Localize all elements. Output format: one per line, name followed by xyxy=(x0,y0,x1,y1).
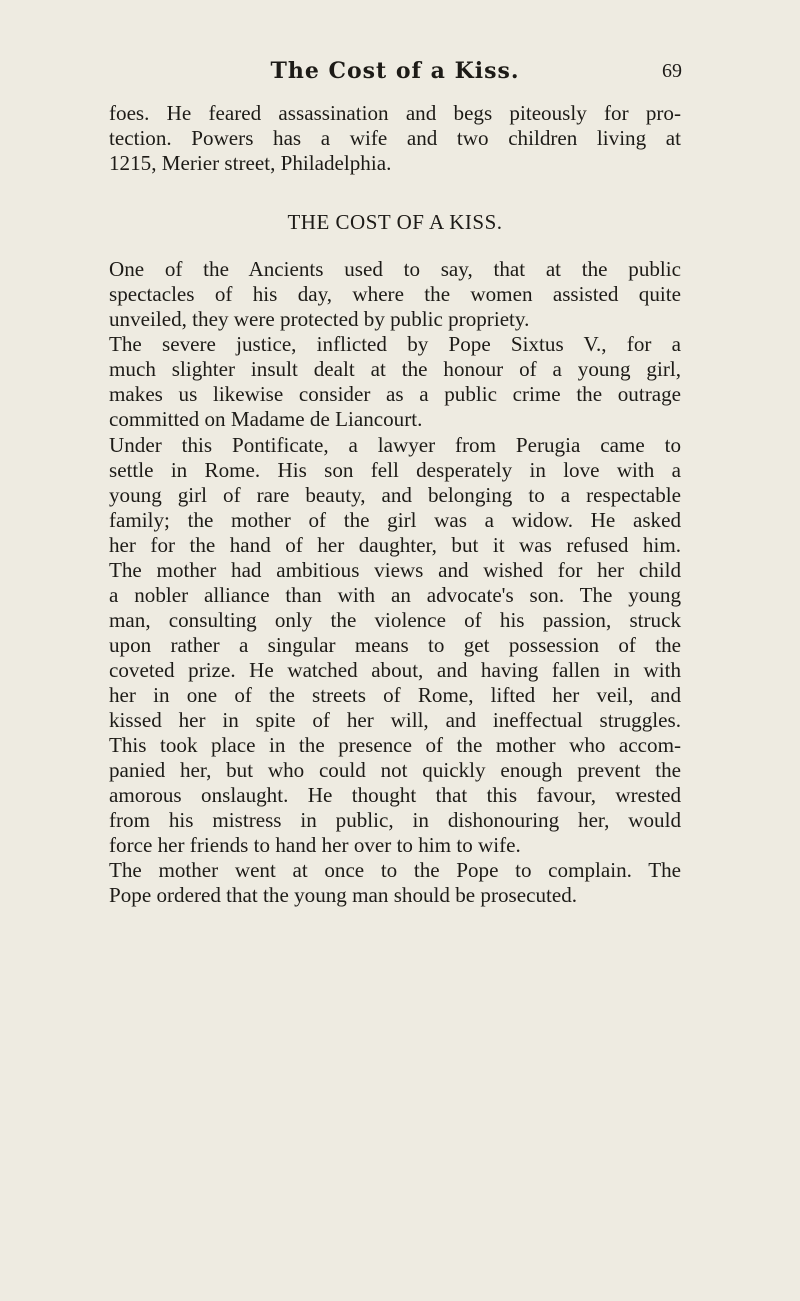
body-text xyxy=(109,101,681,908)
text-line: force her friends to hand her over to him to wife. xyxy=(109,833,521,858)
text-line: upon rather a singular means to get possession of the xyxy=(109,632,681,657)
text-line: makes us likewise consider as a public crime the outrage xyxy=(109,382,681,407)
paragraph xyxy=(109,332,681,432)
paragraph xyxy=(109,257,681,332)
text-line: Under this Pontificate, a lawyer from Perugia came to xyxy=(109,432,681,457)
text-line: This took place in the presence of the mother who accom- xyxy=(109,733,681,758)
paragraph xyxy=(109,858,681,908)
text-line: unveiled, they were protected by public propriety. xyxy=(109,307,530,332)
text-line: settle in Rome. His son fell desperately in love with a xyxy=(109,457,681,482)
text-line: amorous onslaught. He thought that this favour, wrested xyxy=(109,783,681,808)
text-line: family; the mother of the girl was a widow. He asked xyxy=(109,507,681,532)
text-line: man, consulting only the violence of his passion, struck xyxy=(109,607,681,632)
text-line: much slighter insult dealt at the honour of a young girl, xyxy=(109,357,681,382)
running-title: The Cost of a Kiss. xyxy=(270,58,520,84)
text-line: The mother went at once to the Pope to complain. The xyxy=(109,858,681,883)
text-line: foes. He feared assassination and begs piteously for pro- xyxy=(109,101,681,125)
intro-paragraph xyxy=(109,101,681,176)
text-line: The severe justice, inflicted by Pope Sixtus V., for a xyxy=(109,332,681,357)
text-line: young girl of rare beauty, and belonging to a respectable xyxy=(109,482,681,507)
text-line: tection. Powers has a wife and two children living at xyxy=(109,126,681,151)
text-line: Pope ordered that the young man should be prosecuted. xyxy=(109,883,578,908)
text-line: from his mistress in public, in dishonouring her, would xyxy=(109,808,681,833)
text-line: 1215, Merier street, Philadelphia. xyxy=(109,151,392,176)
section-title: THE COST OF A KISS. xyxy=(287,210,503,235)
running-head xyxy=(110,58,680,98)
text-line: The mother had ambitious views and wished for her child xyxy=(109,557,681,582)
text-line: committed on Madame de Liancourt. xyxy=(109,407,423,432)
text-line: her in one of the streets of Rome, lifted her veil, and xyxy=(109,682,681,707)
text-line: a nobler alliance than with an advocate's son. The young xyxy=(109,582,681,607)
text-line: One of the Ancients used to say, that at the public xyxy=(109,257,681,282)
text-line: kissed her in spite of her will, and ineffectual struggles. xyxy=(109,708,681,733)
text-line: spectacles of his day, where the women assisted quite xyxy=(109,282,681,307)
page-number: 69 xyxy=(662,60,682,82)
text-line: panied her, but who could not quickly enough prevent the xyxy=(109,758,681,783)
text-line: coveted prize. He watched about, and having fallen in with xyxy=(109,657,681,682)
paragraph xyxy=(109,433,681,859)
text-line: her for the hand of her daughter, but it was refused him. xyxy=(109,532,681,557)
